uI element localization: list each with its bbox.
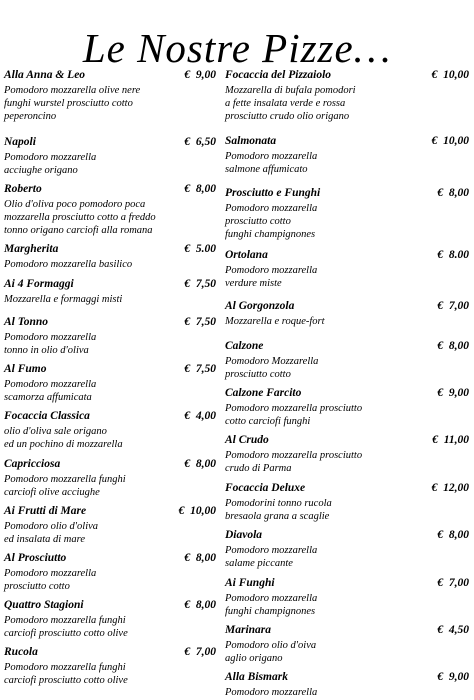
pizza-price: € 7,50 bbox=[184, 316, 216, 328]
pizza-name: Alla Bismark bbox=[225, 671, 288, 683]
pizza-ingredients: Mozzarella di bufala pomodori bbox=[225, 85, 356, 96]
pizza-ingredients: cotto carciofi funghi bbox=[225, 416, 311, 427]
pizza-name: Alla Anna & Leo bbox=[4, 69, 86, 81]
pizza-price: € 8,00 bbox=[184, 599, 216, 611]
pizza-ingredients: Olio d'oliva poco pomodoro poca bbox=[4, 199, 146, 210]
menu-item bbox=[225, 134, 469, 176]
pizza-ingredients: salmone affumicato bbox=[225, 164, 308, 175]
pizza-price: € 12,00 bbox=[431, 482, 469, 494]
pizza-ingredients: Pomodoro mozzarella bbox=[225, 687, 318, 698]
pizza-ingredients: crudo di Parma bbox=[225, 463, 292, 474]
pizza-name: Al Fumo bbox=[4, 363, 47, 375]
menu-item bbox=[4, 645, 216, 687]
pizza-ingredients: Mozzarella e roque-fort bbox=[225, 316, 325, 327]
pizza-ingredients: olio d'oliva sale origano bbox=[4, 426, 107, 437]
pizza-ingredients: mozzarella prosciutto cotto a freddo bbox=[4, 212, 156, 223]
pizza-price: € 4,00 bbox=[184, 410, 216, 422]
pizza-ingredients: ed insalata di mare bbox=[4, 534, 85, 545]
pizza-price: € 8,00 bbox=[437, 187, 469, 199]
pizza-price: € 7,00 bbox=[437, 577, 469, 589]
pizza-price: € 10,00 bbox=[178, 505, 216, 517]
menu-item bbox=[225, 339, 469, 381]
pizza-ingredients: a fette insalata verde e rossa bbox=[225, 98, 346, 109]
pizza-ingredients: tonno in olio d'oliva bbox=[4, 345, 89, 356]
pizza-ingredients: verdure miste bbox=[225, 278, 282, 289]
pizza-price: € 10,00 bbox=[431, 135, 469, 147]
pizza-ingredients: Pomodoro mozzarella funghi bbox=[4, 615, 126, 626]
menu-item bbox=[225, 576, 469, 618]
pizza-price: € 4,50 bbox=[437, 624, 469, 636]
pizza-price: € 8,00 bbox=[437, 340, 469, 352]
pizza-price: € 10,00 bbox=[431, 69, 469, 81]
menu-item bbox=[4, 315, 216, 357]
pizza-name: Ai Frutti di Mare bbox=[4, 505, 87, 517]
menu-item bbox=[225, 299, 469, 328]
pizza-name: Roberto bbox=[4, 183, 42, 195]
page-title: Le Nostre Pizze… bbox=[82, 25, 392, 71]
pizza-ingredients: Pomodoro mozzarella bbox=[4, 152, 97, 163]
menu-item bbox=[225, 670, 469, 699]
pizza-ingredients: Pomodoro Mozzarella bbox=[225, 356, 319, 367]
pizza-ingredients: Pomodoro olio d'oiva bbox=[225, 640, 317, 651]
pizza-name: Al Gorgonzola bbox=[225, 300, 295, 312]
pizza-ingredients: funghi champignones bbox=[225, 606, 316, 617]
pizza-ingredients: Pomodoro mozzarella bbox=[4, 332, 97, 343]
pizza-ingredients: aglio origano bbox=[225, 653, 283, 664]
pizza-ingredients: Pomodoro mozzarella bbox=[225, 593, 318, 604]
pizza-price: € 8,00 bbox=[437, 529, 469, 541]
menu-item bbox=[4, 135, 216, 177]
pizza-name: Focaccia Deluxe bbox=[225, 482, 306, 494]
pizza-price: € 5.00 bbox=[184, 243, 216, 255]
pizza-price: € 9,00 bbox=[184, 69, 216, 81]
pizza-price: € 9,00 bbox=[437, 387, 469, 399]
pizza-price: € 7,50 bbox=[184, 278, 216, 290]
menu-item bbox=[225, 528, 469, 570]
menu-item bbox=[4, 551, 216, 593]
pizza-ingredients: Pomodoro mozzarella bbox=[225, 203, 318, 214]
pizza-name: Margherita bbox=[4, 243, 59, 255]
pizza-name: Al Prosciutto bbox=[4, 552, 67, 564]
menu-item bbox=[4, 277, 216, 306]
pizza-ingredients: funghi champignones bbox=[225, 229, 316, 240]
pizza-ingredients: carciofi prosciutto cotto olive bbox=[4, 628, 128, 639]
menu-item bbox=[4, 409, 216, 451]
menu-item bbox=[225, 68, 469, 123]
pizza-ingredients: peperoncino bbox=[4, 111, 57, 122]
pizza-ingredients: carciofi olive acciughe bbox=[4, 487, 100, 498]
pizza-price: € 9,00 bbox=[437, 671, 469, 683]
menu-item bbox=[225, 623, 469, 665]
pizza-name: Salmonata bbox=[225, 135, 277, 147]
pizza-ingredients: Pomodoro mozzarella basilico bbox=[4, 259, 133, 270]
pizza-price: € 7,00 bbox=[437, 300, 469, 312]
menu-item bbox=[225, 433, 469, 475]
pizza-name: Al Tonno bbox=[4, 316, 49, 328]
menu-item bbox=[225, 481, 469, 523]
pizza-price: € 8,00 bbox=[184, 458, 216, 470]
pizza-ingredients: prosciutto cotto bbox=[225, 369, 291, 380]
pizza-name: Calzone Farcito bbox=[225, 387, 302, 399]
pizza-name: Ai Funghi bbox=[225, 577, 275, 589]
pizza-ingredients: Pomodoro mozzarella bbox=[225, 545, 318, 556]
menu-item bbox=[4, 504, 216, 546]
pizza-name: Diavola bbox=[225, 529, 263, 541]
pizza-name: Focaccia del Pizzaiolo bbox=[225, 69, 332, 81]
pizza-ingredients: Pomodoro mozzarella bbox=[225, 151, 318, 162]
pizza-ingredients: prosciutto cotto bbox=[225, 216, 291, 227]
pizza-ingredients: funghi wurstel prosciutto cotto bbox=[4, 98, 133, 109]
pizza-ingredients: carciofi prosciutto cotto olive bbox=[4, 675, 128, 686]
pizza-price: € 7,00 bbox=[184, 646, 216, 658]
pizza-ingredients: Mozzarella e formaggi misti bbox=[4, 294, 123, 305]
menu-item bbox=[4, 68, 216, 123]
pizza-price: € 8,00 bbox=[184, 552, 216, 564]
menu-item bbox=[4, 242, 216, 271]
pizza-ingredients: Pomodorini tonno rucola bbox=[225, 498, 332, 509]
pizza-price: € 8.00 bbox=[437, 249, 469, 261]
pizza-ingredients: Pomodoro mozzarella olive nere bbox=[4, 85, 141, 96]
pizza-name: Prosciutto e Funghi bbox=[225, 187, 321, 199]
pizza-name: Quattro Stagioni bbox=[4, 599, 84, 611]
pizza-ingredients: ed un pochino di mozzarella bbox=[4, 439, 123, 450]
pizza-ingredients: salame piccante bbox=[225, 558, 293, 569]
pizza-ingredients: Pomodoro mozzarella bbox=[4, 568, 97, 579]
pizza-price: € 11,00 bbox=[432, 434, 469, 446]
pizza-ingredients: scamorza affumicata bbox=[4, 392, 92, 403]
pizza-name: Capricciosa bbox=[4, 458, 61, 470]
pizza-name: Ai 4 Formaggi bbox=[4, 278, 74, 290]
menu-item bbox=[225, 248, 469, 290]
pizza-price: € 6,50 bbox=[184, 136, 216, 148]
menu-item bbox=[4, 598, 216, 640]
pizza-name: Calzone bbox=[225, 340, 264, 352]
pizza-name: Rucola bbox=[4, 646, 38, 658]
menu-item bbox=[4, 457, 216, 499]
pizza-price: € 7,50 bbox=[184, 363, 216, 375]
menu-item bbox=[4, 182, 216, 237]
pizza-ingredients: Pomodoro mozzarella prosciutto bbox=[225, 403, 363, 414]
pizza-name: Marinara bbox=[225, 624, 272, 636]
pizza-ingredients: Pomodoro mozzarella funghi bbox=[4, 474, 126, 485]
menu-item bbox=[4, 362, 216, 404]
pizza-ingredients: Pomodoro mozzarella prosciutto bbox=[225, 450, 363, 461]
pizza-name: Ortolana bbox=[225, 249, 268, 261]
pizza-ingredients: prosciutto cotto bbox=[4, 581, 70, 592]
menu-item bbox=[225, 186, 469, 241]
pizza-name: Al Crudo bbox=[225, 434, 269, 446]
pizza-ingredients: tonno origano carciofi alla romana bbox=[4, 225, 153, 236]
pizza-price: € 8,00 bbox=[184, 183, 216, 195]
pizza-ingredients: Pomodoro olio d'oliva bbox=[4, 521, 99, 532]
pizza-ingredients: Pomodoro mozzarella funghi bbox=[4, 662, 126, 673]
pizza-ingredients: prosciutto crudo olio origano bbox=[225, 111, 350, 122]
pizza-ingredients: Pomodoro mozzarella bbox=[225, 265, 318, 276]
pizza-ingredients: bresaola grana a scaglie bbox=[225, 511, 330, 522]
pizza-ingredients: Pomodoro mozzarella bbox=[4, 379, 97, 390]
pizza-ingredients: acciughe origano bbox=[4, 165, 78, 176]
pizza-name: Focaccia Classica bbox=[4, 410, 90, 422]
menu-item bbox=[225, 386, 469, 428]
pizza-name: Napoli bbox=[4, 136, 36, 148]
